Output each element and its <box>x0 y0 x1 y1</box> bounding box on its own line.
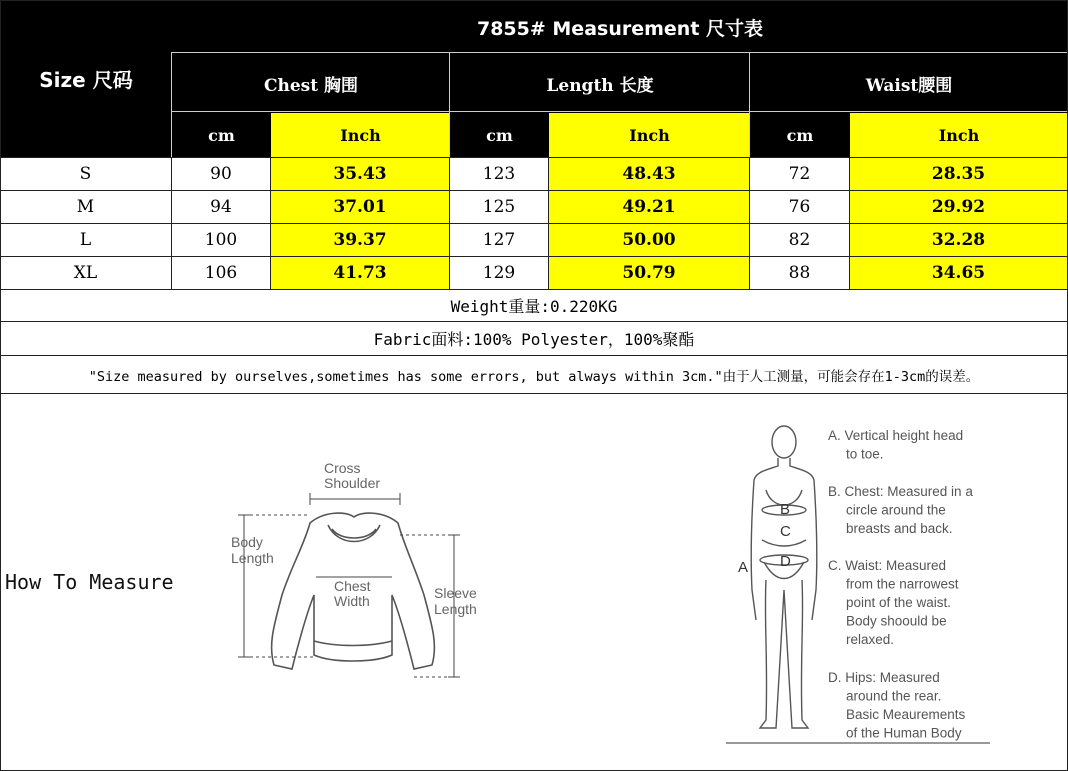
size-header-label: Size 尺码 <box>39 68 133 92</box>
cell-waist-cm <box>750 157 850 190</box>
body-note-line: of the Human Body <box>846 725 962 741</box>
cell-value: 100 <box>204 230 238 250</box>
chest-width-label-2: Width <box>334 593 370 609</box>
sleeve-length-label-2: Length <box>434 601 477 617</box>
cell-length-cm <box>450 190 549 223</box>
body-diagram <box>726 420 996 750</box>
cell-value: 39.37 <box>333 230 387 250</box>
weight-row <box>0 289 1068 322</box>
waist-group-header <box>750 54 1068 113</box>
cell-value: 34.65 <box>931 263 986 283</box>
body-note-line: relaxed. <box>846 632 895 647</box>
body-note-line: to toe. <box>846 446 884 462</box>
cell-length-in <box>549 256 750 289</box>
sleeve-length-label-1: Sleeve <box>434 585 477 601</box>
chest-group-header <box>172 54 450 113</box>
length-group-label: Length 长度 <box>546 76 654 96</box>
body-letter-b: B <box>780 501 791 518</box>
cell-value: 50.00 <box>622 230 676 250</box>
body-letter-d: D <box>780 553 791 570</box>
fabric-row <box>0 322 1068 356</box>
waist-group-label: Waist腰围 <box>865 76 953 96</box>
cell-size <box>0 223 172 256</box>
cell-value: 123 <box>482 164 516 184</box>
cell-value: L <box>79 230 92 250</box>
cell-length-cm <box>450 256 549 289</box>
table-title-text: 7855# Measurement 尺寸表 <box>476 17 764 40</box>
cell-size <box>0 157 172 190</box>
cross-shoulder-label-1: Cross <box>324 460 361 476</box>
cell-value: S <box>79 164 92 184</box>
cell-chest-in <box>271 223 450 256</box>
chest-group-label: Chest 胸围 <box>263 76 359 96</box>
cell-waist-in <box>850 157 1068 190</box>
cell-length-cm <box>450 223 549 256</box>
body-note-line: from the narrowest <box>846 576 959 592</box>
note-row <box>0 356 1068 394</box>
cell-waist-cm <box>750 256 850 289</box>
body-length-label-1: Body <box>231 534 263 550</box>
cell-waist-in <box>850 223 1068 256</box>
cell-chest-cm <box>172 223 271 256</box>
waist-cm-header <box>750 113 850 157</box>
cell-waist-cm <box>750 190 850 223</box>
unit-inch-label: Inch <box>340 125 381 145</box>
cell-value: 129 <box>482 263 516 283</box>
cell-chest-cm <box>172 157 271 190</box>
cell-waist-in <box>850 190 1068 223</box>
cell-value: XL <box>73 263 98 283</box>
cell-length-cm <box>450 157 549 190</box>
cell-value: 50.79 <box>622 263 676 283</box>
size-header <box>0 0 172 157</box>
unit-cm-label: cm <box>208 125 235 145</box>
fabric-text: Fabric面料:100% Polyester，100%聚酯 <box>373 330 695 349</box>
weight-text: Weight重量:0.220KG <box>450 297 618 316</box>
unit-inch-label: Inch <box>938 125 980 145</box>
cell-value: 32.28 <box>931 230 986 250</box>
body-letter-c: C <box>780 523 791 540</box>
cell-value: M <box>76 197 95 217</box>
cell-value: 82 <box>788 230 811 250</box>
body-note-line: D. Hips: Measured <box>828 670 940 685</box>
cell-value: 90 <box>210 164 232 184</box>
cell-length-in <box>549 223 750 256</box>
cell-chest-cm <box>172 190 271 223</box>
cell-value: 48.43 <box>622 164 676 184</box>
chest-cm-header <box>172 113 271 157</box>
chest-inch-header <box>271 113 450 157</box>
cell-value: 29.92 <box>931 197 986 217</box>
unit-inch-label: Inch <box>629 125 670 145</box>
cell-value: 28.35 <box>931 164 986 184</box>
how-to-measure-label: How To Measure <box>5 570 174 594</box>
cell-value: 88 <box>788 263 811 283</box>
body-note-line: Basic Meaurements <box>846 707 966 722</box>
body-note-line: A. Vertical height head <box>828 428 964 443</box>
length-inch-header <box>549 113 750 157</box>
cell-value: 94 <box>210 197 232 217</box>
cell-value: 127 <box>482 230 516 250</box>
cell-length-in <box>549 157 750 190</box>
cell-chest-in <box>271 190 450 223</box>
cell-size <box>0 190 172 223</box>
body-note-line: C. Waist: Measured <box>828 558 947 573</box>
length-cm-header <box>450 113 549 157</box>
cell-value: 37.01 <box>333 197 387 217</box>
cell-value: 49.21 <box>622 197 676 217</box>
cell-length-in <box>549 190 750 223</box>
cell-value: 125 <box>482 197 516 217</box>
body-note-line: point of the waist. <box>846 595 952 610</box>
cell-value: 76 <box>788 197 811 217</box>
body-letter-a: A <box>738 559 749 576</box>
cell-value: 41.73 <box>333 263 387 283</box>
cell-chest-cm <box>172 256 271 289</box>
chest-width-label-1: Chest <box>334 578 371 594</box>
sweater-diagram <box>228 455 488 685</box>
cell-chest-in <box>271 256 450 289</box>
body-note-line: Body shoould be <box>846 613 947 629</box>
table-title <box>172 0 1068 54</box>
cell-value: 106 <box>204 263 238 283</box>
cell-waist-in <box>850 256 1068 289</box>
waist-inch-header <box>850 113 1068 157</box>
body-length-label-2: Length <box>231 550 274 566</box>
body-note-line: around the rear. <box>846 688 942 704</box>
note-text: "Size measured by ourselves,sometimes has some errors, but always within 3cm."由于人工测量，可能会存在1-3cm的误差。 <box>88 368 980 385</box>
unit-cm-label: cm <box>486 125 513 145</box>
body-note-line: breasts and back. <box>846 521 953 536</box>
cell-value: 35.43 <box>333 164 387 184</box>
length-group-header <box>450 54 750 113</box>
cell-size <box>0 256 172 289</box>
cross-shoulder-label-2: Shoulder <box>324 475 381 491</box>
cell-waist-cm <box>750 223 850 256</box>
cell-value: 72 <box>788 164 811 184</box>
cell-chest-in <box>271 157 450 190</box>
unit-cm-label: cm <box>786 125 814 145</box>
body-outline <box>751 426 817 728</box>
body-note-line: circle around the <box>846 502 946 518</box>
body-note-line: B. Chest: Measured in a <box>828 484 973 499</box>
